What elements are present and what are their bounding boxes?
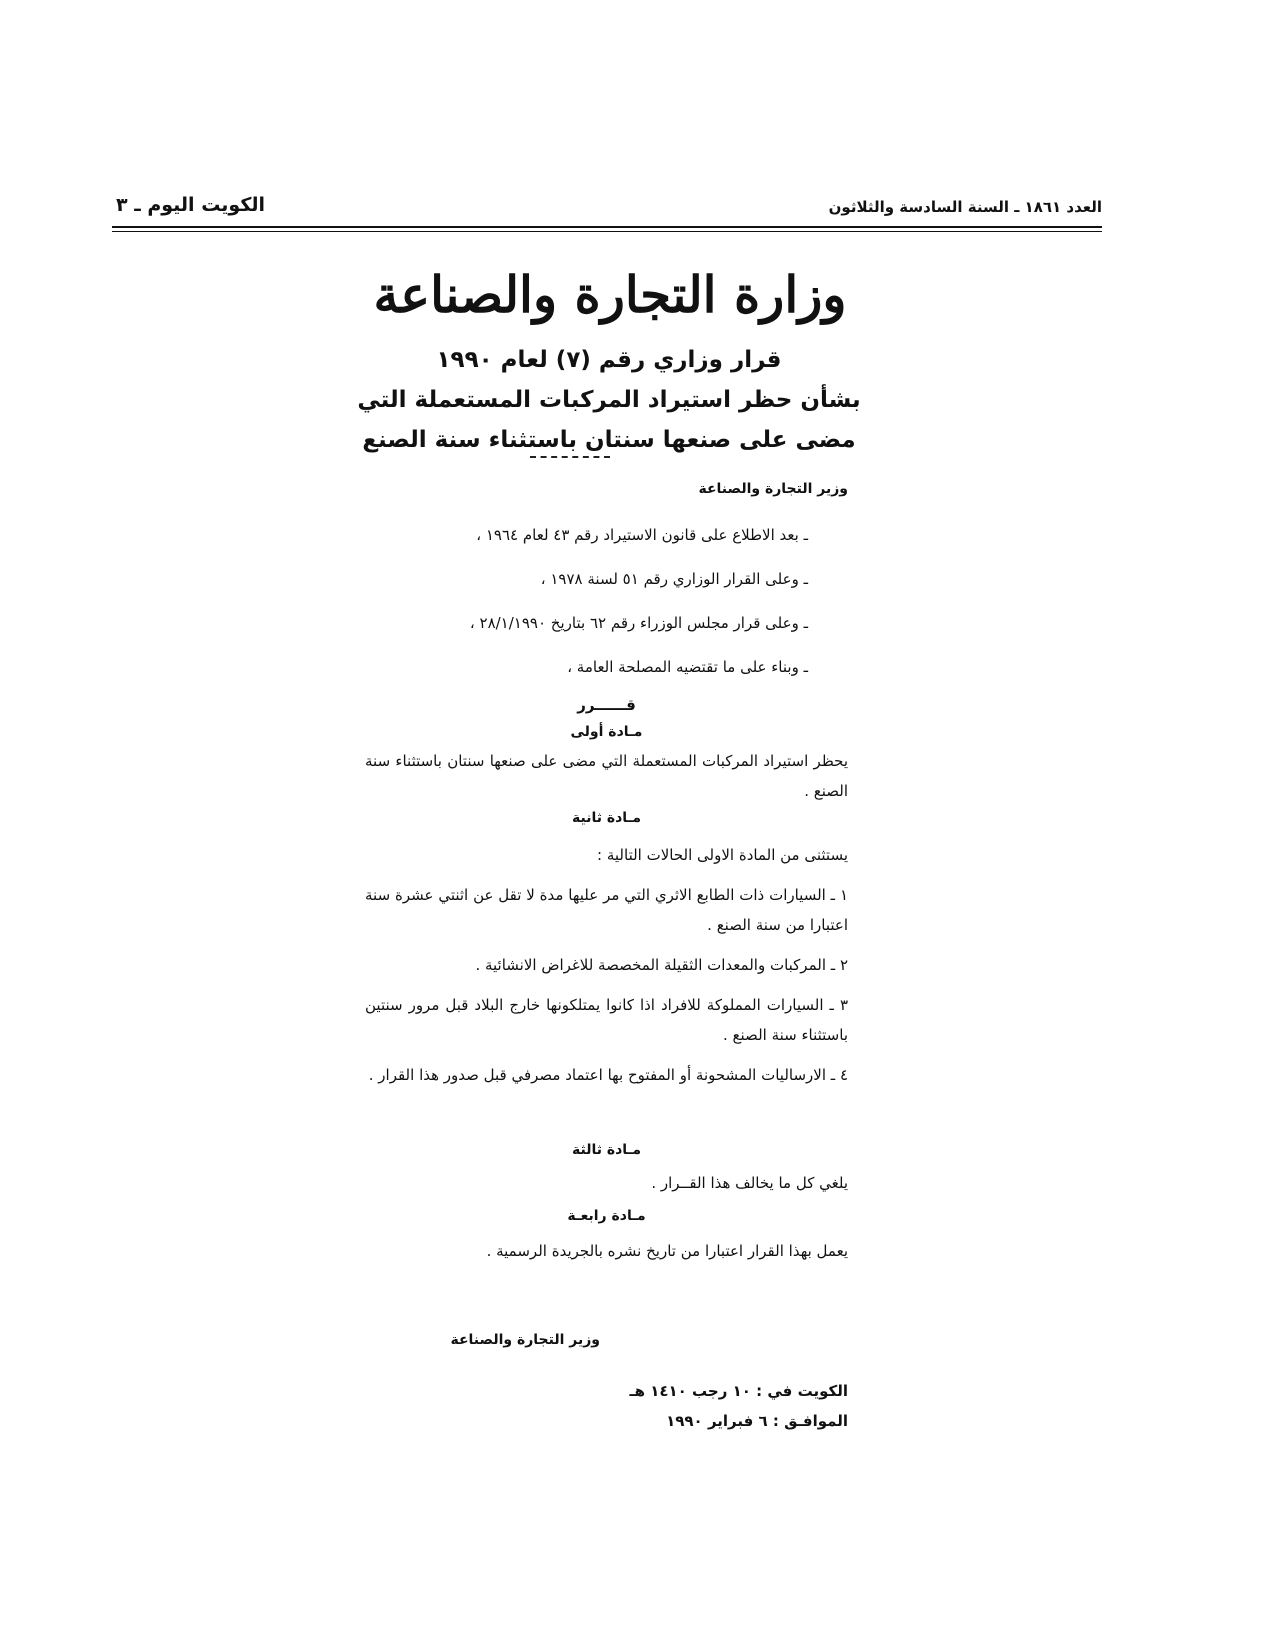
dateline-hijri: الكويت في : ١٠ رجب ١٤١٠ هـ: [629, 1382, 848, 1400]
preamble: [365, 520, 848, 696]
gazette-name: الكويت اليوم ـ ٣: [116, 194, 266, 216]
decree-title-line3: مضى على صنعها سنتان باستثناء سنة الصنع: [362, 427, 856, 453]
article-1-heading: مـادة أولى: [570, 724, 643, 740]
article-2-case: ١ ـ السيارات ذات الطابع الاثري التي مر عليها مدة لا تقل عن اثنتي عشرة سنة اعتبارا من سنة الصنع .: [365, 886, 848, 934]
article-2-intro: يستثنى من المادة الاولى الحالات التالية :: [597, 846, 848, 864]
article-1-text: يحظر استيراد المركبات المستعملة التي مضى على صنعها سنتان باستثناء سنة الصنع .: [365, 752, 848, 800]
dateline: [590, 1376, 848, 1436]
dateline-gregorian: الموافـق : ٦ فبراير ١٩٩٠: [666, 1412, 848, 1430]
title-divider: [530, 456, 610, 458]
decree-title-line1: قرار وزاري رقم (٧) لعام ١٩٩٠: [436, 347, 782, 373]
decided-heading: قــــــرر: [577, 696, 636, 714]
article-4-text: يعمل بهذا القرار اعتبارا من تاريخ نشره بالجريدة الرسمية .: [486, 1242, 848, 1260]
decree-title: [350, 340, 868, 460]
decree-title-line2: بشأن حظر استيراد المركبات المستعملة التي: [357, 387, 861, 413]
header-rule-thick: [112, 226, 1102, 228]
page-header: [112, 192, 1102, 222]
preamble-item: ـ وعلى قرار مجلس الوزراء رقم ٦٢ بتاريخ ٢٨/١/١٩٩٠ ،: [469, 614, 808, 632]
article-2-heading: مـادة ثانية: [571, 810, 641, 826]
header-rule-thin: [112, 231, 1102, 232]
article-4-heading: مـادة رابعـة: [567, 1208, 646, 1224]
ministry-title: وزارة التجارة والصناعة: [373, 265, 847, 324]
signature: وزير التجارة والصناعة: [450, 1332, 600, 1348]
preamble-item: ـ وعلى القرار الوزاري رقم ٥١ لسنة ١٩٧٨ ،: [540, 570, 808, 588]
preamble-item: ـ وبناء على ما تقتضيه المصلحة العامة ،: [567, 658, 808, 676]
article-2-case: ٤ ـ الارساليات المشحونة أو المفتوح بها اعتماد مصرفي قبل صدور هذا القرار .: [368, 1066, 848, 1084]
article-3-text: يلغي كل ما يخالف هذا القــرار .: [651, 1174, 848, 1192]
article-2-body: [365, 840, 848, 1100]
article-3-heading: مـادة ثالثة: [571, 1142, 641, 1158]
issue-info: العدد ١٨٦١ ـ السنة السادسة والثلاثون: [828, 198, 1102, 216]
preamble-item: ـ بعد الاطلاع على قانون الاستيراد رقم ٤٣ لعام ١٩٦٤ ،: [476, 526, 808, 544]
article-2-case: ٣ ـ السيارات المملوكة للافراد اذا كانوا يمتلكونها خارج البلاد قبل مرور سنتين باستثناء سنة الصنع .: [365, 996, 848, 1044]
article-2-case: ٢ ـ المركبات والمعدات الثقيلة المخصصة للاغراض الانشائية .: [475, 956, 848, 974]
minister-intro: وزير التجارة والصناعة: [698, 481, 848, 497]
